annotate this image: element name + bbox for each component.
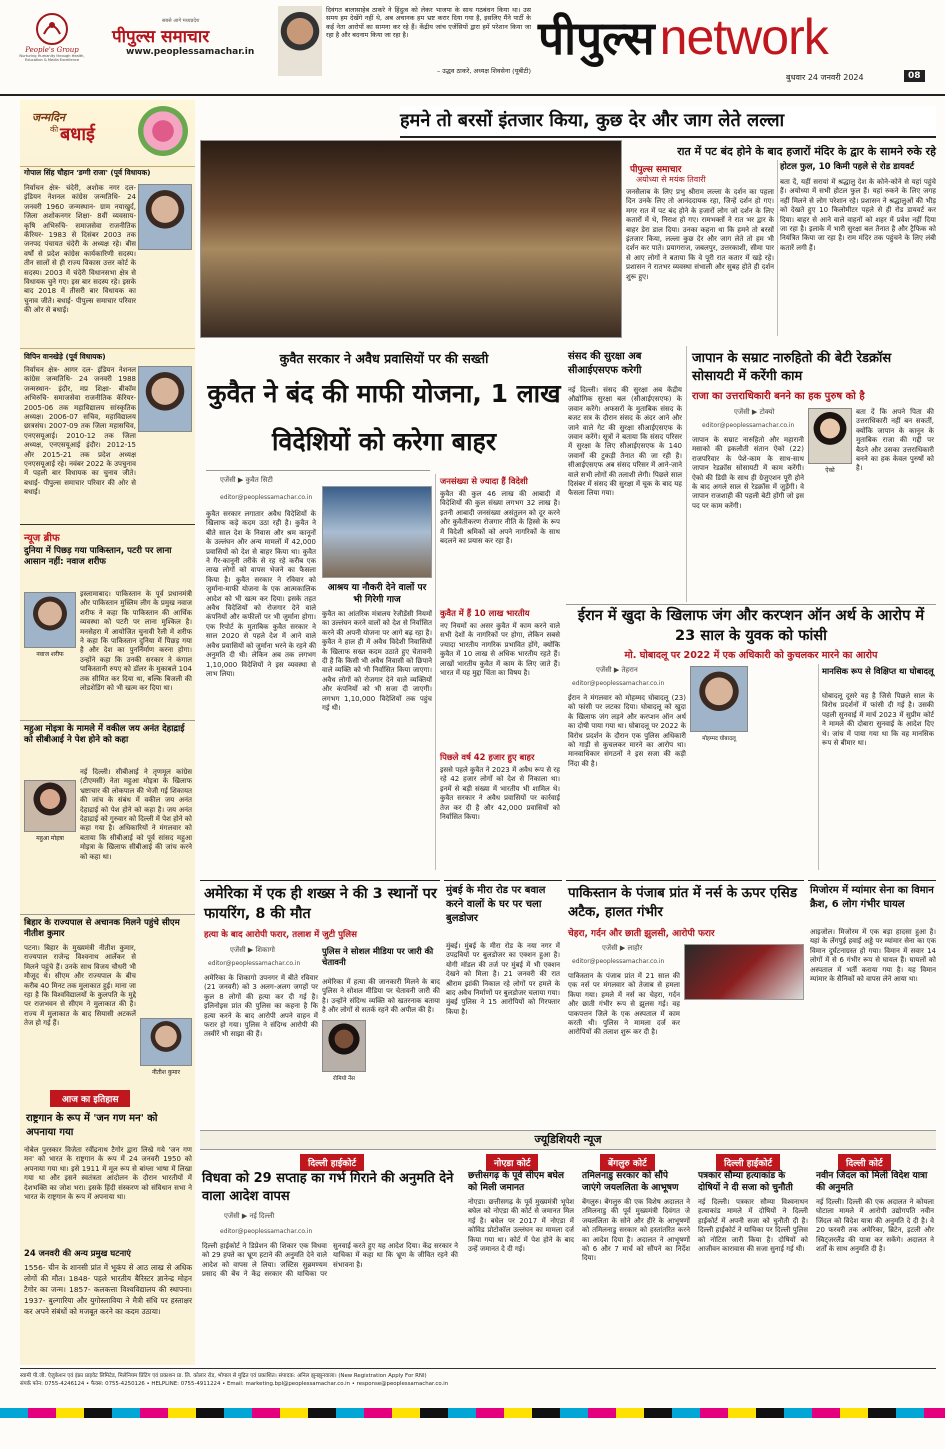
j5-court-tag: दिल्ली कोर्ट bbox=[838, 1154, 891, 1171]
iran-headline[interactable]: ईरान में खुदा के खिलाफ जंग और करप्शन ऑन अर्थ के आरोप में 23 साल के युवक को फांसी bbox=[577, 607, 925, 644]
mumbai-headline[interactable]: मुंबई के मीरा रोड पर बवाल करने वालों के घर पर चला बुलडोजर bbox=[446, 885, 546, 924]
iran-text: ईरान ने मंगलवार को मोहम्मद घोबादलू (23) को फांसी पर लटका दिया। घोबादलू को खुदा के खिलाफ जंग लड़ने और करप्शन ऑन अर्थ का दोषी पाया गया था। घोबादलू पर 2022 के विरोध प्रदर्शन के दौरान एक पुलिस अधिकारी को गाड़ी से कुचलकर मारने का आरोप था। मानवाधिकार संगठनों ने इस सजा की कड़ी निंदा की है। bbox=[568, 694, 686, 768]
japan-email: editor@peoplessamachar.co.in bbox=[702, 422, 795, 429]
birthday-person-2-text: निर्वाचन क्षेत्र- आगर दल- इंडियन नेशनल कांग्रेस जन्मतिथि- 24 जनवरी 1988 जन्मस्थान- इंदौर, मप्र शिक्षा- बीकॉम अभिरुचि- समाजसेवा राजनीतिक कॅरियर- 2005-06 तक महाविद्यालय सांस्कृतिक अध्यक्ष। 2006-07 सचिव, महाविद्यालय छात्रसंघ। 2007-09 तक जिला महासचिव, एनएसयूआई। 2010-12 तक जिला अध्यक्ष, एनएसयूआई इंदौर। 2012-15 और 2015-21 तक प्रदेश अध्यक्ष एनएसयूआई रहे। नवंबर 2022 के उपचुनाव में पहली बार विधायक का चुनाव जीते। बधाई- पीपुल्स समाचार परिवार की ओर से बधाई। bbox=[24, 366, 136, 497]
japan-aiko-photo bbox=[808, 408, 852, 464]
japan-text-2: बता दें कि अपने पिता की उत्तराधिकारी नहीं बन सकतीं, क्योंकि जापान के कानून के मुताबिक राजा की गद्दी पर बैठने और उसका उत्तराधिकारी बनने का हक केवल पुरुषों को है। bbox=[856, 408, 934, 473]
kuwait-text-1: कुवैत सरकार लगातार अवैध विदेशियों के खिलाफ कड़े कदम उठा रही है। कुवैत ने बीते साल देश के निवास और श्रम कानूनों के उल्लंघन और अन्य मामलों में 42,000 प्रवासियों को देश से बाहर किया था। कुवैत ने गैर-कानूनी तरीके से रह रहे करीब एक लाख लोगों को वापस भेजने का फैसला किया है। कुवैत सरकार ने रविवार को जुर्माना-माफी योजना के एक आत्मकालिक आदेश को भी खत्म कर दिया। इसके तहत अवैध विदेशियों को रोजगार देने वाले कंपनियों और कफीलों पर भी जुर्माना होगा। एक रिपोर्ट के मुताबिक कुवैत सरकार ने साल 2020 से पहले देश में आने वाले अवैध प्रवासियों को जुर्माना भरने के रहने की अनुमति दी थी। लेकिन अब तक लगभग 1,10,000 विदेशियों ने इस व्यवस्था से लाभ लिया। bbox=[206, 510, 317, 678]
history-text: नोबेल पुरस्कार विजेता रवींद्रनाथ टैगोर द्वारा लिखे गये 'जन गण मन' को भारत के राष्ट्रगान के रूप में 24 जनवरी 1950 को अपनाया गया था। इसे 1911 में मूल रूप से बांग्ला भाषा में लिखा गया था और इसने स्वतंत्रता आंदोलन के दौरान भारतीयों में देशभक्ति का जोश भरा। इसके हिंदी संस्करण को संविधान सभा ने भारत के राष्ट्रगान के रूप में अपनाया था। bbox=[24, 1146, 192, 1202]
group-name: People's Group bbox=[25, 46, 79, 54]
brief-2-text: नई दिल्ली। सीबीआई ने तृणमूल कांग्रेस (टीएमसी) नेता महुआ मोइत्रा के खिलाफ भ्रष्टाचार की लोकपाल की भेजी गई शिकायत की जांच के संबंध में वकील जय अनंत देहाद्राई को पेश होने को कहा है। जय अनंत देहाद्राई को गुरुवार को दिल्ली में पेश होने को कहा गया है। अधिकारियों ने मंगलवार को बताया कि सीबीआई को पूर्व सांसद महुआ मोइत्रा के खिलाफ सीबीआई की जांच करने को कहा था। bbox=[80, 768, 192, 861]
ayodhya-text: जनसैलाब के लिए प्रभु श्रीराम लल्ला के दर्शन का पहला दिन उनके लिए तो आनंददायक रहा, जिन्हें दर्शन हो गए। मगर रात में पट बंद होने के हजारों लोग जो दर्शन के लिए कतारों में थे, निराश हो गए। रामभक्तों ने रात भर द्वार के बाहर डेरा डाल दिया। उनका कहना था कि हमने तो बरसों इंतजार किया, लल्ला कुछ देर और जाग लेते तो हम भी दर्शन कर पाते। प्रयागराज, जबलपुर, उत्तरकाशी, सीमा पार से आए लोगों ने बताया कि वे पूरी रात कतार में खड़े रहे। प्रशासन ने रातभर व्यवस्था संभाली और सुबह होते ही दर्शन शुरू हुए। bbox=[626, 188, 774, 281]
divider bbox=[20, 914, 195, 915]
kuwait-email: editor@peoplessamachar.co.in bbox=[220, 494, 313, 501]
kuwait-byline: एजेंसी ▶ कुवैत सिटी bbox=[220, 476, 273, 484]
punjab-headline[interactable]: पाकिस्तान के पंजाब प्रांत में नर्स के ऊपर एसिड अटैक, हालत गंभीर bbox=[568, 886, 797, 920]
ayodhya-headline-box bbox=[400, 106, 936, 138]
j1-email: editor@peoplessamachar.co.in bbox=[220, 1228, 313, 1235]
ayodhya-story bbox=[200, 100, 936, 340]
punjab-text: पाकिस्तान के पंजाब प्रांत में 21 साल की एक नर्स पर मंगलवार को तेजाब से हमला किया गया। हमले में नर्स का चेहरा, गर्दन और छाती गंभीर रूप से झुलस गई। वह पाकपत्तन जिले के एक अस्पताल में काम करती थी। पुलिस ने मामला दर्ज कर आरोपियों की तलाश शुरू कर दी है। bbox=[568, 972, 680, 1037]
judiciary-card-2 bbox=[466, 1154, 576, 1362]
parliament-story bbox=[566, 346, 684, 602]
birthday-title-1: जन्मदिन bbox=[32, 111, 66, 124]
iran-text-cont bbox=[690, 744, 748, 870]
birthday-person-2-name: विपिन वानखेड़े (पूर्व विधायक) bbox=[24, 352, 106, 361]
usa-email: editor@peoplessamachar.co.in bbox=[208, 960, 301, 967]
j5-text: नई दिल्ली। दिल्ली की एक अदालत ने कोयला घोटाला मामले में आरोपी उद्योगपति नवीन जिंदल को विदेश यात्रा की अनुमति दे दी है। वे 20 फरवरी तक अमेरिका, ब्रिटेन, इटली और स्विट्जरलैंड की यात्रा कर सकेंगे। अदालत ने शर्तों के साथ अनुमति दी है। bbox=[816, 1198, 934, 1254]
mumbai-story bbox=[444, 880, 562, 1126]
news-brief-tag: न्यूज ब्रीफ bbox=[24, 533, 60, 544]
j4-court-tag: दिल्ली हाईकोर्ट bbox=[716, 1154, 780, 1171]
kuwait-side-text-1: कुवैत की कुल 46 लाख की आबादी में विदेशियों की कुल संख्या लगभग 32 लाख है। इतनी आबादी जनसंख्या असंतुलन को दूर करने और कुवैतीकरण रोजगार नीति के हिस्से के रूप में विदेशी श्रमिकों को अपने नागरिकों के साथ बदलने का प्रयास कर रहा है। bbox=[440, 490, 560, 546]
history-subhead: 24 जनवरी की अन्य प्रमुख घटनाएं bbox=[24, 1248, 131, 1258]
divider bbox=[444, 880, 562, 881]
punjab-deck: चेहरा, गर्दन और छाती झुलसी, आरोपी फरार bbox=[568, 929, 715, 939]
divider bbox=[20, 166, 195, 167]
brief-1-caption: नवाज शरीफ bbox=[36, 651, 64, 658]
divider bbox=[777, 160, 778, 336]
judiciary-section bbox=[200, 1130, 936, 1362]
japan-deck: राजा का उत्तराधिकारी बनने का हक पुरुष को है bbox=[692, 391, 865, 402]
ayodhya-source: पीपुल्स समाचार bbox=[630, 165, 682, 175]
birthday-header bbox=[20, 100, 195, 162]
ayodhya-byline: अयोध्या से मयंक तिवारी bbox=[636, 175, 706, 184]
judiciary-banner bbox=[200, 1130, 936, 1150]
parliament-headline[interactable]: संसद की सुरक्षा अब सीआईएसएफ करेगी bbox=[568, 351, 642, 376]
kuwait-headline[interactable]: कुवैत ने बंद की माफी योजना, 1 लाख विदेशियों को करेगा बाहर bbox=[207, 379, 561, 456]
j2-court-tag: नोएडा कोर्ट bbox=[486, 1154, 538, 1171]
left-column bbox=[20, 100, 195, 1365]
quote-author: – उद्धव ठाकरे, अध्यक्ष शिवसेना (यूबीटी) bbox=[437, 67, 531, 75]
brief-3-caption: नीतीश कुमार bbox=[151, 1069, 181, 1076]
iran-byline: एजेंसी ▶ तेहरान bbox=[596, 666, 638, 674]
birthday-person-1-text-cont bbox=[24, 246, 192, 346]
judiciary-banner-text: ज्यूडिशियरी न्यूज bbox=[534, 1133, 602, 1146]
kuwait-side-headline-2: कुवैत में हैं 10 लाख भारतीय bbox=[440, 608, 530, 618]
footer-line-2: संपर्क फोन: 0755-4246124 • फैक्स: 0755-4250126 • HELPLINE: 0755-4911224 • Email: marketing.bpl@peoplessamachar.co.in • response@peoplessamachar.co.in bbox=[20, 1381, 449, 1387]
punjab-story bbox=[566, 880, 804, 1126]
j2-text: नोएडा। छत्तीसगढ़ के पूर्व मुख्यमंत्री भूपेश बघेल को नोएडा की कोर्ट से जमानत मिल गई है। बघेल पर 2017 में नोएडा में कोविड प्रोटोकॉल उल्लंघन का मामला दर्ज किया गया था। कोर्ट में पेश होने के बाद उन्हें जमानत दे दी गई। bbox=[468, 1198, 574, 1254]
judiciary-card-3 bbox=[580, 1154, 692, 1362]
history-tag: आज का इतिहास bbox=[50, 1090, 130, 1107]
iran-side-headline: मानसिक रूप से विक्षिप्त था घोबादलू bbox=[822, 666, 934, 676]
judiciary-card-4 bbox=[696, 1154, 810, 1362]
usa-headline[interactable]: अमेरिका में एक ही शख्स ने की 3 स्थानों पर फायरिंग, 8 की मौत bbox=[204, 886, 437, 922]
network-english: network bbox=[659, 9, 828, 65]
brief-3-headline[interactable]: बिहार के राज्यपाल से अचानक मिलने पहुंचे सीएम नीतीश कुमार bbox=[24, 918, 180, 939]
paper-kicker: सबसे आगे मध्यप्रदेश bbox=[162, 18, 200, 24]
brief-1-headline[interactable]: दुनिया में पिछड़ गया पाकिस्तान, पटरी पर लाना आसान नहीं: नवाज शरीफ bbox=[24, 546, 172, 567]
iran-caption: मोहम्मद घोबादलू bbox=[702, 736, 736, 742]
iran-side-text: घोबादलू दूसरे वह है जिसे पिछले साल के विरोध प्रदर्शनों में फांसी दी गई है। उसकी पहली सुनवाई में मार्च 2023 में सुप्रीम कोर्ट ने मामले की दोबारा सुनवाई के आदेश दिए थे। जांच में पाया गया था कि वह मानसिक रूप से बीमार था। bbox=[822, 692, 934, 748]
kuwait-side-headline-1: जनसंख्या से ज्यादा हैं विदेशी bbox=[440, 476, 528, 486]
j4-text: नई दिल्ली। पत्रकार सौम्या विश्वनाथन हत्याकांड मामले में दोषियों ने दिल्ली हाईकोर्ट में अपनी सजा को चुनौती दी है। दिल्ली हाईकोर्ट ने याचिका पर दिल्ली पुलिस को नोटिस जारी किया है। दोषियों को आजीवन कारावास की सजा सुनाई गई थी। bbox=[698, 1198, 808, 1254]
divider bbox=[20, 720, 195, 721]
kuwait-airport-photo bbox=[322, 486, 432, 578]
myanmar-story bbox=[808, 880, 936, 1126]
date-line: बुधवार 24 जनवरी 2024 bbox=[786, 73, 864, 82]
quote-text: दिवंगत बालासाहेब ठाकरे ने हिंदुत्व को लेकर भाजपा के साथ गठबंधन किया था। उस समय हम देखेंगे नहीं थे, अब अचानक हम भ्रष्ट करार दिया गया है, इसलिए मैंने पार्टी के कई नेता आरोपों का सामना कर रहे हैं। केंद्रीय जांच एजेंसियों द्वारा हमें परेशान किया जा रहा है और बदनाम किया जा रहा है। bbox=[326, 6, 531, 39]
peoples-group-emblem-icon bbox=[32, 12, 72, 46]
paper-name[interactable]: पीपुल्स समाचार bbox=[112, 27, 210, 47]
usa-side-headline: पुलिस ने सोशल मीडिया पर जारी की चेतावनी bbox=[322, 946, 434, 967]
group-tagline: Nurturing Humanity through Health, Education & Media Excellence bbox=[19, 54, 85, 63]
punjab-acid-photo bbox=[684, 944, 804, 1000]
brief-1-text: इस्लामाबाद। पाकिस्तान के पूर्व प्रधानमंत्री और पाकिस्तान मुस्लिम लीग के प्रमुख नवाज शरीफ ने कहा कि पाकिस्तान की आर्थिक व्यवस्था को पटरी पर लाना मुश्किल है। मनसेहरा में आयोजित चुनावी रैली में शरीफ ने कहा कि पाकिस्तान दुनिया में पिछड़ गया है और देश का पुनर्निर्माण करना होगा। उन्होंने कहा कि उनकी सरकार ने कंगाल पाकिस्तानी रुपए को डॉलर के मुकाबले 104 तक सीमित कर दिया था, बल्कि बिजली की लोडशेडिंग को भी खत्म कर दिया था। bbox=[80, 590, 192, 693]
brief-2-headline[interactable]: महुआ मोइत्रा के मामले में वकील जय अनंत देहाद्राई को सीबीआई ने पेश होने को कहा bbox=[24, 724, 185, 745]
network-logo bbox=[538, 6, 938, 66]
divider bbox=[200, 880, 440, 881]
myanmar-text: आइजोल। मिजोरम में एक बड़ा हादसा हुआ है। यहां के लेंगपुई हवाई अड्डे पर म्यांमार सेना का एक विमान दुर्घटनाग्रस्त हो गया। विमान में सवार 14 लोगों में से 6 गंभीर रूप से घायल हैं। घायलों को अस्पताल में भर्ती कराया गया है। यह विमान म्यांमार के सैनिकों को वापस लेने आया था। bbox=[810, 928, 936, 984]
network-hindi: पीपुल्स bbox=[538, 11, 655, 65]
japan-story bbox=[690, 346, 936, 602]
j1-court-tag: दिल्ली हाईकोर्ट bbox=[300, 1154, 364, 1171]
brief-2-caption: महुआ मोइत्रा bbox=[36, 835, 64, 842]
punjab-text-cont bbox=[684, 1004, 804, 1122]
ayodhya-side-text: बता दें, यहीं सरायां में श्रद्धालु देश के कोने-कोने से यहां पहुंचे हैं। अयोध्या में सभी होटल फुल हैं। यहां रुकने के लिए जगह नहीं मिलने से लोग परेशान रहे। प्रशासन ने श्रद्धालुओं की भीड़ को देखते हुए 10 किलोमीटर पहले से ही रोड डायवर्ट कर दिया। बाहर से आने वाले वाहनों को शहर में प्रवेश नहीं दिया जा रहा है। इलाके में भारी सुरक्षा बल तैनात है और ट्रैफिक को नियंत्रित किया जा रहा है। राम मंदिर तक पहुंचने के लिए लंबी कतारें लगी हैं। bbox=[780, 178, 936, 252]
footer bbox=[20, 1368, 936, 1394]
j3-headline[interactable]: तमिलनाडु सरकार को सौंपे जाएंगे जयललिता के आभूषण bbox=[582, 1171, 679, 1193]
ayodhya-headline[interactable]: हमने तो बरसों इंतजार किया, कुछ देर और जाग लेते लल्ला bbox=[400, 110, 785, 131]
brief-2-photo bbox=[24, 780, 76, 832]
japan-text: जापान के सम्राट नारुहितो और महारानी मसाको की इकलौती संतान ऐको (22) राजपरिवार के पेशे-काम के साथ-साथ जापान रेडक्रॉस सोसायटी में काम करेंगी। ऐको की डिग्री के साथ ही ग्रेजुएशन पूरी होने के बाद अगले साल से रेडक्रॉस में जुड़ेंगी। वे जापान राजशाही की पहली बेटी होंगी जो इस पद पर काम करेंगी। bbox=[692, 436, 804, 510]
divider bbox=[20, 348, 195, 349]
divider bbox=[686, 346, 687, 602]
judiciary-card-5 bbox=[814, 1154, 936, 1362]
japan-byline: एजेंसी ▶ टोक्यो bbox=[734, 408, 775, 416]
quote-box bbox=[326, 6, 531, 75]
j2-headline[interactable]: छत्तीसगढ़ के पूर्व सीएम बघेल को मिली जमानत bbox=[468, 1171, 564, 1193]
iran-story bbox=[566, 604, 936, 876]
divider bbox=[206, 470, 430, 471]
usa-byline: एजेंसी ▶ शिकागो bbox=[230, 946, 275, 954]
paper-brand bbox=[112, 18, 272, 57]
usa-caption: रोमियो नेंस bbox=[333, 1076, 355, 1082]
japan-headline[interactable]: जापान के सम्राट नारुहितो की बेटी रेडक्रॉस सोसायटी में करेंगी काम bbox=[692, 351, 892, 384]
kuwait-side-text-2: नए नियमों का असर कुवैत में काम करने वाले सभी देशों के नागरिकों पर होगा, लेकिन सबसे ज्यादा भारतीय नागरिक प्रभावित होंगे, क्योंकि कुवैत में 10 लाख से अधिक भारतीय रहते हैं। लाखों भारतीय कुवैत में काम के लिए जाते हैं। भारत में यह मुद्दा चिंता का विषय है। bbox=[440, 622, 560, 678]
usa-side-text-cont bbox=[370, 1020, 440, 1122]
usa-story bbox=[200, 880, 440, 1126]
paper-url[interactable]: www.peoplessamachar.in bbox=[126, 47, 255, 57]
flower-icon bbox=[138, 106, 188, 156]
birthday-person-1-text: निर्वाचन क्षेत्र- चंदेरी, अशोक नगर दल- इंडियन नेशनल कांग्रेस जन्मतिथि- 24 जनवरी 1960 जन्मस्थान- ग्राम नयाखुर्द, जिला अशोकनगर शिक्षा- 8वीं व्यवसाय- कृषि अभिरुचि- समाजसेवा राजनीतिक कॅरियर- 1983 से दिसंबर 2003 तक जनपद पंचायत चंदेरी के अध्यक्ष रहे। बीस वर्षों से प्रदेश कांग्रेस कार्यकारिणी सदस्य। तीन सालों से ही राज्य विकास उत्तर कोर्ट के सदस्य। 2003 में चंदेरी विधानसभा क्षेत्र से विधायक चुने गए। इस बार सदस्य रहे। इसके बाद 2018 में तीसरी बार विधायक का चुनाव जीते। बधाई- पीपुल्स समाचार परिवार की ओर से बधाई। bbox=[24, 184, 136, 315]
brief-3-photo bbox=[140, 1018, 192, 1066]
kuwait-kicker: कुवैत सरकार ने अवैध प्रवासियों पर की सख्ती bbox=[279, 351, 489, 366]
history-events: 1556- चीन के शानसी प्रांत में भूकंप से आठ लाख से अधिक लोगों की मौत। 1848- पहले भारतीय बैरिस्टर ज्ञानेन्द्र मोहन टैगोर का जन्म। 1857- कलकत्ता विश्वविद्यालय की स्थापना। 1937- बुल्गारिया और युगोस्लाविया ने मैत्री संधि पर हस्ताक्षर कर अपने संबंधों को मजबूत करने का कदम उठाया। bbox=[24, 1263, 192, 1316]
history-headline: राष्ट्रगान के रूप में 'जन गण मन' को अपनाया गया bbox=[26, 1113, 158, 1138]
iran-photo bbox=[690, 666, 748, 732]
j1-headline[interactable]: विधवा को 29 सप्ताह का गर्भ गिराने की अनुमति देने वाला आदेश वापस bbox=[202, 1171, 454, 1204]
brief-1-photo bbox=[24, 592, 76, 648]
j3-court-tag: बेंगलुरु कोर्ट bbox=[600, 1154, 655, 1171]
usa-suspect-photo bbox=[322, 1020, 366, 1072]
kuwait-side-text-3: इससे पहले कुवैत ने 2023 में अवैध रूप से रह रहे 42 हजार लोगों को देश से निकाला था। इनमें से बड़ी संख्या में भारतीय भी शामिल थे। कुवैत सरकार ने अवैध प्रवासियों पर कार्रवाई तेज कर दी है और 42,000 प्रवासियों को निर्वासित किया। bbox=[440, 766, 560, 822]
mumbai-text: मुंबई। मुंबई के मीरा रोड के नया नगर में उपद्रवियों पर बुलडोजर का एक्शन हुआ है। योगी मॉडल की तर्ज पर मुंबई में भी एक्शन देखने को मिला है। 21 जनवरी की रात श्रीराम झांकी निकाल रहे लोगों पर हमले के बाद अवैध निर्माणों पर बुलडोजर चलाया गया। मुंबई पुलिस ने 15 आरोपियों को गिरफ्तार किया है। bbox=[446, 942, 560, 1016]
judiciary-card-1 bbox=[200, 1154, 460, 1362]
usa-deck: हत्या के बाद आरोपी फरार, तलाश में जुटी पुलिस bbox=[204, 930, 357, 940]
footer-line-1: स्वामी पी.जी. ऐजुकेशन एवं इंफ्रा प्राइवेट लिमिटेड, मिलेनियम प्रिंटिंग एवं प्रकाशन प्रा. लि. कोलार रोड, भोपाल से मुद्रित एवं प्रकाशित। संपादक: अनिल झुनझुनवाला। (New Registration Apply For RNI) bbox=[20, 1373, 427, 1379]
iran-deck: मो. घोबादलू पर 2022 में एक अधिकारी को कुचलकर मारने का आरोप bbox=[624, 650, 878, 661]
j1-byline: एजेंसी ▶ नई दिल्ली bbox=[224, 1212, 275, 1220]
divider bbox=[808, 880, 936, 881]
kuwait-text-2: कुवैत का आंतरिक मंत्रालय रेजीडेंसी नियमों का उल्लंघन करने वालों को देश से निर्वासित करने की अपनी योजना पर आगे बढ़ रहा है। कुवैत ने हाल ही में अवैध विदेशी निवासियों के खिलाफ सख्त कदम उठाते हुए चेतावनी दी है कि किसी भी अवैध निवासी को छिपाने वाले व्यक्ति को भी निर्वासित किया जाएगा। अवैध लोगों को रोजगार देने वाले व्यक्तियों और कंपनियों को भी सजा दी जाएगी। लगभग 1,10,000 विदेशियों तक पहुंच गई थी। bbox=[322, 610, 432, 713]
color-registration-bar bbox=[0, 1400, 945, 1449]
divider bbox=[435, 474, 436, 870]
page-number: 08 bbox=[904, 70, 925, 82]
kuwait-story bbox=[200, 346, 562, 876]
kuwait-side-headline-3: पिछले वर्ष 42 हजार हुए बाहर bbox=[440, 752, 535, 762]
birthday-person-1-photo bbox=[138, 184, 192, 250]
birthday-title-2: की bbox=[50, 125, 59, 134]
ayodhya-deck: रात में पट बंद होने के बाद हजारों मंदिर के द्वार के सामने रुके रहे bbox=[677, 145, 936, 158]
usa-text: अमेरिका के शिकागो उपनगर में बीते रविवार (21 जनवरी) को 3 अलग-अलग जगहों पर कुल 8 लोगों की हत्या कर दी गई है। इलिनोइस प्रांत की पुलिस का कहना है कि हत्या करने के बाद आरोपी अपने वाहन में फरार हो गया। पुलिस ने संदिग्ध आरोपी की तस्वीरें भी साझा की हैं। bbox=[204, 974, 318, 1039]
divider bbox=[566, 604, 936, 605]
divider bbox=[818, 664, 819, 870]
myanmar-headline[interactable]: मिजोरम में म्यांमार सेना का विमान क्रैश, 6 लोग गंभीर घायल bbox=[810, 885, 934, 910]
iran-email: editor@peoplessamachar.co.in bbox=[572, 680, 665, 687]
kuwait-photo-caption: आश्रय या नौकरी देने वालों पर भी गिरेगी गाज bbox=[327, 583, 427, 605]
brief-3-text: पटना। बिहार के मुख्यमंत्री नीतीश कुमार, राज्यपाल राजेन्द्र विश्वनाथ आर्लेकर से मिलने पहुंचे हैं। उनके साथ विजय चौधरी भी मौजूद थे। सीएम और राज्यपाल के बीच करीब 40 मिनट तक मुलाकात हुई। माना जा रहा है कि विश्वविद्यालयों के कुलपति के मुद्दे पर राजभवन से सीएम ने मुलाकात की है। राज्य में मुलाकात के बाद सियासी अटकलें तेज हो गई हैं। bbox=[24, 944, 136, 1028]
ayodhya-side-headline: होटल फुल, 10 किमी पहले से रोड डायवर्ट bbox=[780, 162, 915, 172]
usa-side-text: अमेरिका में हत्या की जानकारी मिलने के बाद पुलिस ने सोशल मीडिया पर चेतावनी जारी की है। उन्होंने संदिग्ध व्यक्ति को खतरनाक बताया है और लोगों से सतर्क रहने की अपील की है। bbox=[322, 978, 440, 1015]
birthday-person-2-photo bbox=[138, 366, 192, 432]
punjab-byline: एजेंसी ▶ लाहौर bbox=[602, 944, 643, 952]
punjab-email: editor@peoplessamachar.co.in bbox=[572, 958, 665, 965]
masthead bbox=[0, 0, 945, 96]
j1-text: दिल्ली हाईकोर्ट ने डिप्रेशन की शिकार एक विधवा को 29 हफ्ते का भ्रूण हटाने की अनुमति देने वाले आदेश को वापस ले लिया। जस्टिस सुब्रमण्यम प्रसाद की बेंच ने केंद्र सरकार की याचिका पर सुनवाई करते हुए यह आदेश दिया। केंद्र सरकार ने याचिका में कहा था कि भ्रूण के जीवित रहने की संभावना है। bbox=[202, 1242, 458, 1279]
peoples-group-logo bbox=[18, 12, 86, 70]
j3-text: बेंगलुरु। बेंगलुरु की एक विशेष अदालत ने तमिलनाडु की पूर्व मुख्यमंत्री दिवंगत जे जयललिता के सोने और हीरे के आभूषणों को तमिलनाडु सरकार को हस्तांतरित करने का आदेश दिया है। अदालत ने आभूषणों को 6 और 7 मार्च को सौंपने का निर्देश दिया। bbox=[582, 1198, 690, 1263]
j4-headline[interactable]: पत्रकार सौम्या हत्याकांड के दोषियों ने दी सजा को चुनौती bbox=[698, 1171, 793, 1193]
divider bbox=[566, 880, 804, 881]
birthday-title-3: बधाई bbox=[60, 124, 95, 145]
parliament-text: नई दिल्ली। संसद की सुरक्षा अब केंद्रीय औद्योगिक सुरक्षा बल (सीआईएसएफ) के जवान करेंगे। अफसरों के मुताबिक संसद के बजट सत्र के दौरान संसद के अंदर आने और जाने वाले गेट की सुरक्षा सीआईएसएफ के जवान करेंगे। सूत्रों ने बताया कि संसद परिसर में सुरक्षा के लिए सीआईएसएफ के 140 जवानों की टुकड़ी तैनात की जा रही है। सीआईएसएफ अब संसद परिसर में आने-जाने वाले सभी लोगों की तलाशी लेगी। पिछले साल दिसंबर में संसद की सुरक्षा में चूक के बाद यह फैसला लिया गया। bbox=[568, 386, 683, 498]
birthday-person-1-name: गोपाल सिंह चौहान 'डग्गी राजा' (पूर्व विधायक) bbox=[24, 168, 151, 177]
ayodhya-crowd-photo bbox=[200, 140, 622, 338]
divider bbox=[20, 524, 195, 525]
japan-caption: ऐको bbox=[825, 467, 835, 474]
j5-headline[interactable]: नवीन जिंदल को मिली विदेश यात्रा की अनुमति bbox=[816, 1171, 928, 1193]
quote-portrait bbox=[278, 6, 322, 76]
